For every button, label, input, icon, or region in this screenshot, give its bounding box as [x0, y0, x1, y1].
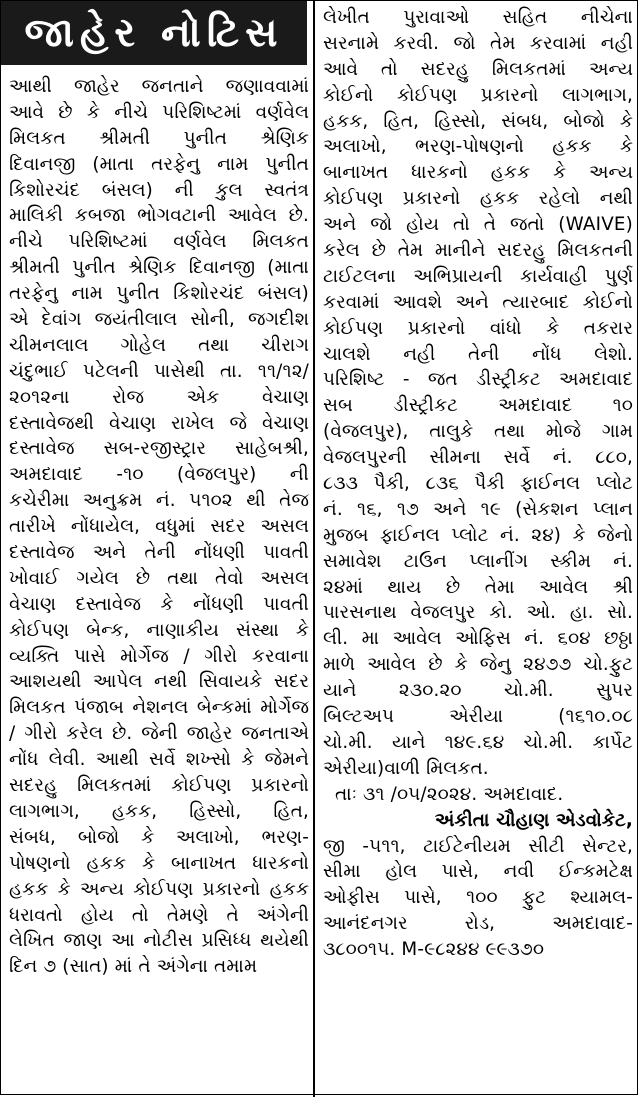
right-text-line: લી. મા આવેલ ઓફિસ નં. ૬૦૪ છઠ્ઠા: [323, 628, 633, 650]
left-text-line: વ્યક્તિ પાસે મોર્ગેજ / ગીરો કરવાના: [9, 645, 309, 667]
left-text-line: કચેરીમા અનુક્રમ નં. ૫૧૦૨ થી તેજ: [9, 490, 309, 512]
left-text-line: દસ્તાવેજ સબ-રજીસ્ટ્રાર સાહેબશ્રી,: [9, 438, 309, 460]
left-text-line: મિલકત શ્રીમતી પુનીત શ્રેણિક: [9, 127, 309, 149]
right-text-line: વેજલપુરની સીમના સર્વે નં. ૮૮૦,: [323, 447, 633, 469]
left-text-line: વેચાણ દસ્તાવેજ કે નોંધણી પાવતી: [9, 593, 309, 615]
left-text-line: નોંધ લેવી. આથી સર્વે શખ્સો કે જેમને: [9, 749, 309, 771]
right-text-line: અલાખો, ભરણ-પોષણનો હકક કે: [323, 136, 633, 158]
left-text-line: ધરાવતો હોય તો તેમણે તે અંગેની: [9, 904, 309, 926]
left-text-line: દિન ૭ (સાત) માં તે અંગેના તમામ: [9, 956, 258, 978]
right-text-line: ટાઈટલના અભિપ્રાયની કાર્યવાહી પુર્ણ: [323, 265, 633, 287]
advocate-address: [323, 834, 633, 963]
left-text-line: કોઈપણ બેન્ક, નાણાકીય સંસ્થા કે: [9, 619, 309, 641]
left-text-line: ખોવાઈ ગયેલ છે તથા તેવો અસલ: [9, 567, 309, 589]
left-text-line: આશયથી આપેલ નથી સિવાયકે સદર: [9, 671, 309, 693]
notice-title: જાહેર નોટિસ: [24, 10, 284, 56]
right-text-line: હકક, હિત, હિસ્સો, સંબધ, બોજો કે: [323, 110, 633, 132]
address-line: ૩૮૦૦૧૫. M-૯૮૨૪૪ ૯૯૩૭૦: [323, 939, 545, 961]
column-divider: [313, 0, 315, 1097]
left-text-line: આવે છે કે નીચે પરિશિષ્ટમાં વર્ણવેલ: [9, 101, 309, 123]
left-text-line: ચીમનલાલ ગોહેલ તથા ચીરાગ: [9, 334, 309, 356]
signature-block: [323, 782, 633, 963]
right-text-line: ચો.મી. યાને ૧૪૯.૬૪ ચો.મી. કાર્પેટ: [323, 731, 633, 753]
right-text-line: સબ ડીસ્ટ્રીકટ અમદાવાદ ૧૦: [323, 395, 633, 417]
right-text-line: બિલ્ટઅપ એરીયા (૧૬૧૦.૦૮: [323, 706, 633, 728]
right-text-line: કરેલ છે તેમ માનીને સદરહુ મિલકતની: [323, 240, 633, 262]
left-text-line: આથી જાહેર જનતાને જણાવવામાં: [9, 76, 309, 97]
left-text-line: લેખિત જાણ આ નોટીસ પ્રસિધ્ધ થયેથી: [9, 930, 309, 952]
left-text-line: સંબધ, બોજો કે અલાખો, ભરણ-: [9, 826, 309, 848]
right-text-line: કોઈનો કોઈપણ પ્રકારનો લાગભાગ,: [323, 84, 633, 106]
left-text-line: અમદાવાદ -૧૦ (વેજલપુર) ની: [9, 464, 309, 486]
left-text-line: પોષણનો હકક કે બાનાખત ધારકનો: [9, 852, 309, 874]
address-line: સીમા હોલ પાસે, નવી ઈન્કમટેક્ષ: [323, 861, 633, 883]
left-text-line: દસ્તાવેજ અને તેની નોંધણી પાવતી: [9, 542, 309, 564]
right-text-line: માળે આવેલ છે કે જેનુ ૨૪૭૭ ચો.ફુટ: [323, 654, 633, 676]
left-text-line: માલિકી કબજા ભોગવટાની આવેલ છે.: [9, 205, 309, 227]
left-text-line: સદરહુ મિલકતમાં કોઈપણ પ્રકારનો: [9, 775, 309, 797]
left-text-line: તરફેનુ નામ પુનીત કિશોરચંદ બંસલ): [9, 283, 309, 305]
right-text-line: કોઈપણ પ્રકારનો હકક રહેલો નથી: [323, 188, 633, 210]
right-column-text: [323, 5, 633, 963]
right-text-line: લેખીત પુરાવાઓ સહિત નીચેના: [323, 7, 633, 28]
left-text-line: દિવાનજી (માતા તરફેનુ નામ પુનીત: [9, 153, 309, 175]
left-text-line: નીચે પરિશિષ્ટમાં વર્ણવેલ મિલકત: [9, 231, 309, 253]
left-text-line: મિલકત પંજાબ નેશનલ બેન્કમાં મોર્ગેજ: [9, 697, 309, 719]
right-text-line: મુજબ ફાઈનલ પ્લોટ નં. ૨૪) કે જેનો: [323, 524, 633, 546]
right-text-line: સમાવેશ ટાઉન પ્લાનીંગ સ્કીમ નં.: [323, 550, 633, 572]
right-text-line: સરનામે કરવી. જો તેમ કરવામાં નહી: [323, 32, 633, 54]
left-text-line: લાગભાગ, હકક, હિસ્સો, હિત,: [9, 800, 309, 822]
right-text-line: પારસનાથ વેજલપુર કો. ઓ. હા. સો.: [323, 602, 633, 624]
notice-title-banner: [1, 1, 307, 65]
right-text-line: નં. ૧૬, ૧૭ અને ૧૯ (સેકશન પ્લાન: [323, 498, 633, 520]
left-column-text: [9, 74, 309, 980]
address-line: આનંદનગર રોડ, અમદાવાદ-: [323, 913, 633, 935]
right-column-body: [323, 5, 633, 782]
left-text-line: દસ્તાવેજથી વેચાણ રાખેલ જે વેચાણ: [9, 412, 309, 434]
left-text-line: / ગીરો કરેલ છે. જેની જાહેર જનતાએ: [9, 723, 309, 745]
right-text-line: યાને ૨૩૦.૨૦ ચો.મી. સુપર: [323, 680, 633, 702]
left-text-line: ચંદુભાઈ પટેલની પાસેથી તા. ૧૧/૧૨/: [9, 360, 309, 382]
right-text-line: અને જો હોય તો તે જતો (WAIVE): [323, 214, 633, 236]
right-text-line: ૨૪માં થાય છે તેમા આવેલ શ્રી: [323, 576, 633, 598]
notice-date: તાઃ ૩૧ /૦૫/૨૦૨૪. અમદાવાદ.: [335, 783, 564, 805]
right-text-line: (વેજલપુર), તાલુકે તથા મોજે ગામ: [323, 421, 633, 443]
left-text-line: હકક કે અન્ય કોઈપણ પ્રકારનો હકક: [9, 878, 309, 900]
left-text-line: એ દેવાંગ જયંતીલાલ સોની, જગદીશ: [9, 309, 309, 331]
right-text-line: કરવામાં આવશે અને ત્યારબાદ કોઈનો: [323, 291, 633, 313]
right-text-line: પરિશિષ્ટ - જત ડીસ્ટ્રીકટ અમદાવાદ: [323, 369, 633, 391]
right-text-line: આવે તો સદરહુ મિલકતમાં અન્ય: [323, 58, 633, 80]
left-text-line: તારીખે નોંધાયેલ, વધુમાં સદર અસલ: [9, 516, 309, 538]
right-text-line: કોઈપણ પ્રકારનો વાંધો કે તકરાર: [323, 317, 633, 339]
right-text-line: ચાલશે નહી તેની નોંધ લેશો.: [323, 343, 633, 365]
advocate-name: અંકીતા ચૌહાણ એડવોકેટ,: [434, 809, 633, 831]
left-text-line: ૨૦૧૨ના રોજ એક વેચાણ: [9, 386, 309, 408]
address-line: જી -૫૧૧, ટાઈટેનીયમ સીટી સેન્ટર,: [323, 835, 633, 857]
address-line: ઓફીસ પાસે, ૧૦૦ ફુટ શ્યામલ-: [323, 887, 633, 909]
right-text-line: બાનાખત ધારકનો હકક કે અન્ય: [323, 162, 633, 184]
right-text-line: ૮૩૩ પૈકી, ૮૩૬ પૈકી ફાઈનલ પ્લોટ: [323, 473, 633, 495]
right-text-line: એરીયા)વાળી મિલકત.: [323, 757, 489, 779]
left-text-line: કિશોરચંદ બંસલ) ની કુલ સ્વતંત્ર: [9, 179, 309, 201]
left-text-line: શ્રીમતી પુનીત શ્રેણિક દિવાનજી (માતા: [9, 257, 309, 279]
